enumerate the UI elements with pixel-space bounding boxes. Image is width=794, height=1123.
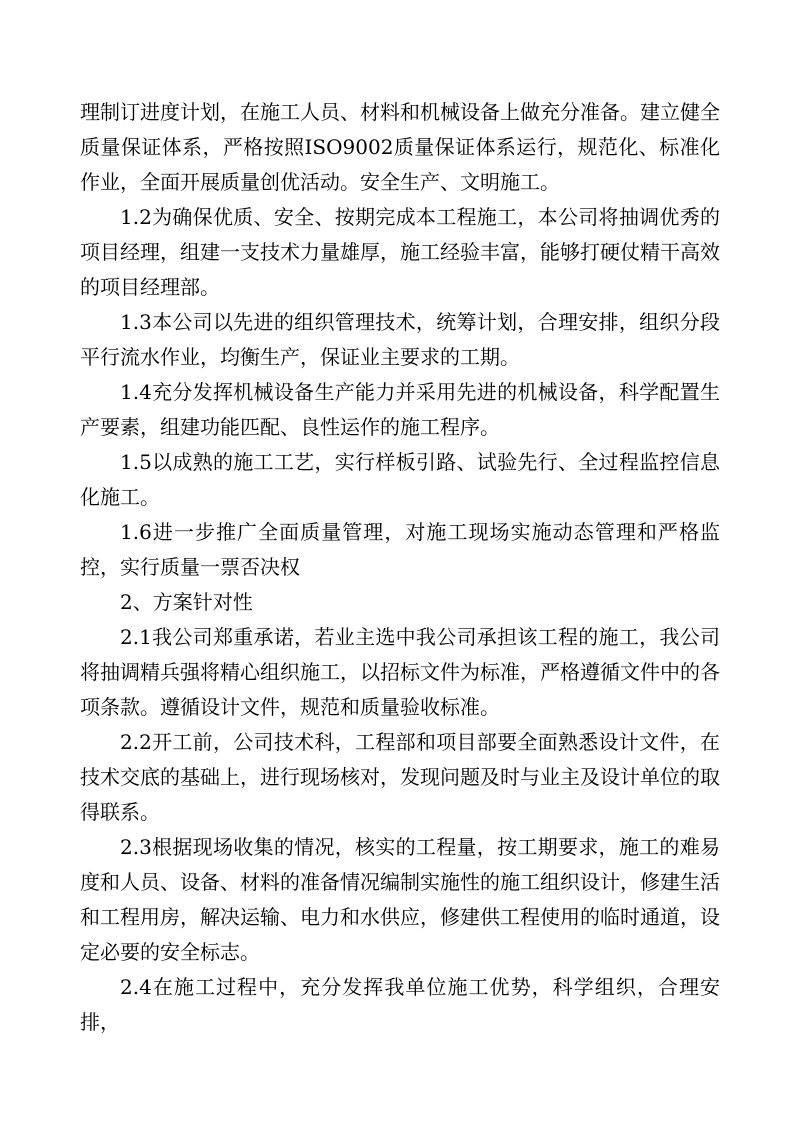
paragraph-2-4: 2.4在施工过程中，充分发挥我单位施工优势，科学组织，合理安排，	[80, 975, 720, 1034]
paragraph-2-3: 2.3根据现场收集的情况，核实的工程量，按工期要求，施工的难易度和人员、设备、材料的准备情况编制实施性的施工组织设计，修建生活和工程用房，解决运输、电力和水供应，修建供工程使用的临时通道，设定必要的安全标志。	[80, 835, 720, 964]
paragraph-1-4: 1.4充分发挥机械设备生产能力并采用先进的机械设备，科学配置生产要素，组建功能匹配、良性运作的施工程序。	[80, 380, 720, 439]
paragraph-2-2: 2.2开工前，公司技术科，工程部和项目部要全面熟悉设计文件，在技术交底的基础上，进行现场核对，发现问题及时与业主及设计单位的取得联系。	[80, 730, 720, 824]
paragraph-2-1: 2.1我公司郑重承诺，若业主选中我公司承担该工程的施工，我公司将抽调精兵强将精心组织施工，以招标文件为标准，严格遵循文件中的各项条款。遵循设计文件，规范和质量验收标准。	[80, 625, 720, 719]
paragraph-1-5: 1.5以成熟的施工工艺，实行样板引路、试验先行、全过程监控信息化施工。	[80, 450, 720, 509]
paragraph-1-2: 1.2为确保优质、安全、按期完成本工程施工，本公司将抽调优秀的项目经理，组建一支技术力量雄厚，施工经验丰富，能够打硬仗精干高效的项目经理部。	[80, 205, 720, 299]
paragraph-1-3: 1.3本公司以先进的组织管理技术，统筹计划，合理安排，组织分段平行流水作业，均衡生产，保证业主要求的工期。	[80, 310, 720, 369]
paragraph-1-6: 1.6进一步推广全面质量管理，对施工现场实施动态管理和严格监控，实行质量一票否决权	[80, 520, 720, 579]
section-heading-2: 2、方案针对性	[120, 590, 253, 614]
document-page	[80, 95, 720, 1040]
paragraph-continuation: 理制订进度计划，在施工人员、材料和机械设备上做充分准备。建立健全质量保证体系，严格按照ISO9002质量保证体系运行，规范化、标准化作业，全面开展质量创优活动。安全生产、文明施工。	[80, 100, 720, 194]
